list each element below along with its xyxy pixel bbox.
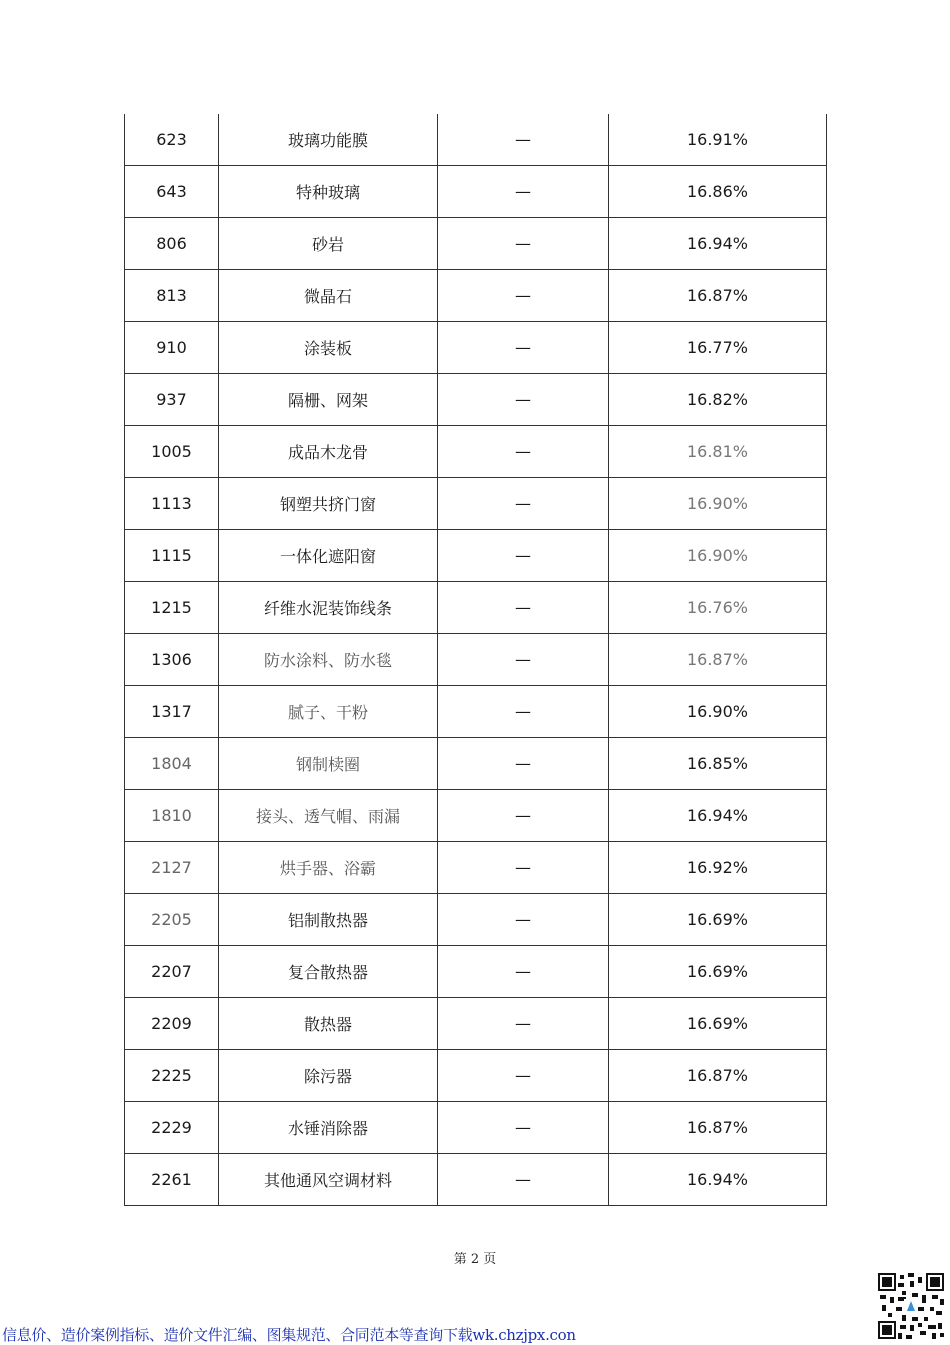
table-row	[125, 946, 827, 998]
rate-cell: 16.69%	[609, 946, 827, 998]
material-name-cell: 特种玻璃	[219, 166, 438, 218]
placeholder-dash-cell: —	[438, 686, 609, 738]
table-row	[125, 218, 827, 270]
rate-cell: 16.69%	[609, 998, 827, 1050]
material-code-cell: 813	[125, 270, 219, 322]
table-row	[125, 114, 827, 166]
placeholder-dash-cell: —	[438, 218, 609, 270]
material-code-cell: 806	[125, 218, 219, 270]
material-name-cell: 微晶石	[219, 270, 438, 322]
rate-cell: 16.90%	[609, 686, 827, 738]
table-row	[125, 270, 827, 322]
material-name-cell: 腻子、干粉	[219, 686, 438, 738]
material-name-cell: 散热器	[219, 998, 438, 1050]
rate-cell: 16.94%	[609, 790, 827, 842]
material-name-cell: 接头、透气帽、雨漏	[219, 790, 438, 842]
rate-cell: 16.92%	[609, 842, 827, 894]
placeholder-dash-cell: —	[438, 790, 609, 842]
material-name-cell: 水锤消除器	[219, 1102, 438, 1154]
rate-cell: 16.77%	[609, 322, 827, 374]
table-row	[125, 1050, 827, 1102]
table-row	[125, 1154, 827, 1206]
placeholder-dash-cell: —	[438, 842, 609, 894]
material-code-cell: 1810	[125, 790, 219, 842]
material-name-cell: 钢制椟圈	[219, 738, 438, 790]
rate-table	[124, 114, 827, 1206]
placeholder-dash-cell: —	[438, 738, 609, 790]
table-row	[125, 686, 827, 738]
qr-code-icon	[878, 1273, 944, 1339]
material-name-cell: 防水涂料、防水毯	[219, 634, 438, 686]
placeholder-dash-cell: —	[438, 426, 609, 478]
placeholder-dash-cell: —	[438, 998, 609, 1050]
table-row	[125, 530, 827, 582]
footer-banner-link[interactable]: 信息价、造价案例指标、造价文件汇编、图集规范、合同范本等查询下载wk.chzjpx.con	[2, 1326, 576, 1344]
material-code-cell: 2229	[125, 1102, 219, 1154]
rate-cell: 16.87%	[609, 1102, 827, 1154]
material-name-cell: 复合散热器	[219, 946, 438, 998]
placeholder-dash-cell: —	[438, 530, 609, 582]
table-row	[125, 166, 827, 218]
material-name-cell: 一体化遮阳窗	[219, 530, 438, 582]
table-row	[125, 998, 827, 1050]
table-row	[125, 478, 827, 530]
placeholder-dash-cell: —	[438, 1102, 609, 1154]
table-row	[125, 1102, 827, 1154]
material-name-cell: 其他通风空调材料	[219, 1154, 438, 1206]
material-code-cell: 2205	[125, 894, 219, 946]
rate-cell: 16.87%	[609, 634, 827, 686]
material-name-cell: 玻璃功能膜	[219, 114, 438, 166]
material-code-cell: 2225	[125, 1050, 219, 1102]
placeholder-dash-cell: —	[438, 322, 609, 374]
material-code-cell: 1113	[125, 478, 219, 530]
material-name-cell: 纤维水泥装饰线条	[219, 582, 438, 634]
material-code-cell: 2209	[125, 998, 219, 1050]
material-name-cell: 铝制散热器	[219, 894, 438, 946]
table-row	[125, 634, 827, 686]
material-code-cell: 2127	[125, 842, 219, 894]
page-number: 第 2 页	[453, 1252, 497, 1267]
material-code-cell: 1215	[125, 582, 219, 634]
material-name-cell: 除污器	[219, 1050, 438, 1102]
table-row	[125, 374, 827, 426]
rate-cell: 16.91%	[609, 114, 827, 166]
material-code-cell: 910	[125, 322, 219, 374]
table-row	[125, 426, 827, 478]
placeholder-dash-cell: —	[438, 946, 609, 998]
table-row	[125, 894, 827, 946]
table-row	[125, 738, 827, 790]
rate-cell: 16.82%	[609, 374, 827, 426]
table-row	[125, 582, 827, 634]
rate-table-body	[125, 114, 827, 1206]
material-code-cell: 1115	[125, 530, 219, 582]
material-name-cell: 钢塑共挤门窗	[219, 478, 438, 530]
table-row	[125, 322, 827, 374]
material-name-cell: 烘手器、浴霸	[219, 842, 438, 894]
rate-cell: 16.85%	[609, 738, 827, 790]
placeholder-dash-cell: —	[438, 1050, 609, 1102]
placeholder-dash-cell: —	[438, 114, 609, 166]
material-name-cell: 砂岩	[219, 218, 438, 270]
material-code-cell: 1317	[125, 686, 219, 738]
rate-cell: 16.87%	[609, 1050, 827, 1102]
placeholder-dash-cell: —	[438, 894, 609, 946]
placeholder-dash-cell: —	[438, 374, 609, 426]
placeholder-dash-cell: —	[438, 634, 609, 686]
placeholder-dash-cell: —	[438, 270, 609, 322]
table-row	[125, 790, 827, 842]
material-name-cell: 涂装板	[219, 322, 438, 374]
rate-cell: 16.90%	[609, 530, 827, 582]
rate-cell: 16.94%	[609, 1154, 827, 1206]
placeholder-dash-cell: —	[438, 166, 609, 218]
material-code-cell: 623	[125, 114, 219, 166]
material-code-cell: 1306	[125, 634, 219, 686]
material-code-cell: 1005	[125, 426, 219, 478]
material-code-cell: 643	[125, 166, 219, 218]
placeholder-dash-cell: —	[438, 582, 609, 634]
table-row	[125, 842, 827, 894]
placeholder-dash-cell: —	[438, 1154, 609, 1206]
material-name-cell: 成品木龙骨	[219, 426, 438, 478]
material-code-cell: 1804	[125, 738, 219, 790]
rate-cell: 16.86%	[609, 166, 827, 218]
material-code-cell: 2207	[125, 946, 219, 998]
material-name-cell: 隔栅、网架	[219, 374, 438, 426]
rate-cell: 16.81%	[609, 426, 827, 478]
rate-cell: 16.94%	[609, 218, 827, 270]
rate-cell: 16.90%	[609, 478, 827, 530]
material-code-cell: 2261	[125, 1154, 219, 1206]
rate-cell: 16.76%	[609, 582, 827, 634]
material-code-cell: 937	[125, 374, 219, 426]
placeholder-dash-cell: —	[438, 478, 609, 530]
rate-cell: 16.87%	[609, 270, 827, 322]
rate-cell: 16.69%	[609, 894, 827, 946]
